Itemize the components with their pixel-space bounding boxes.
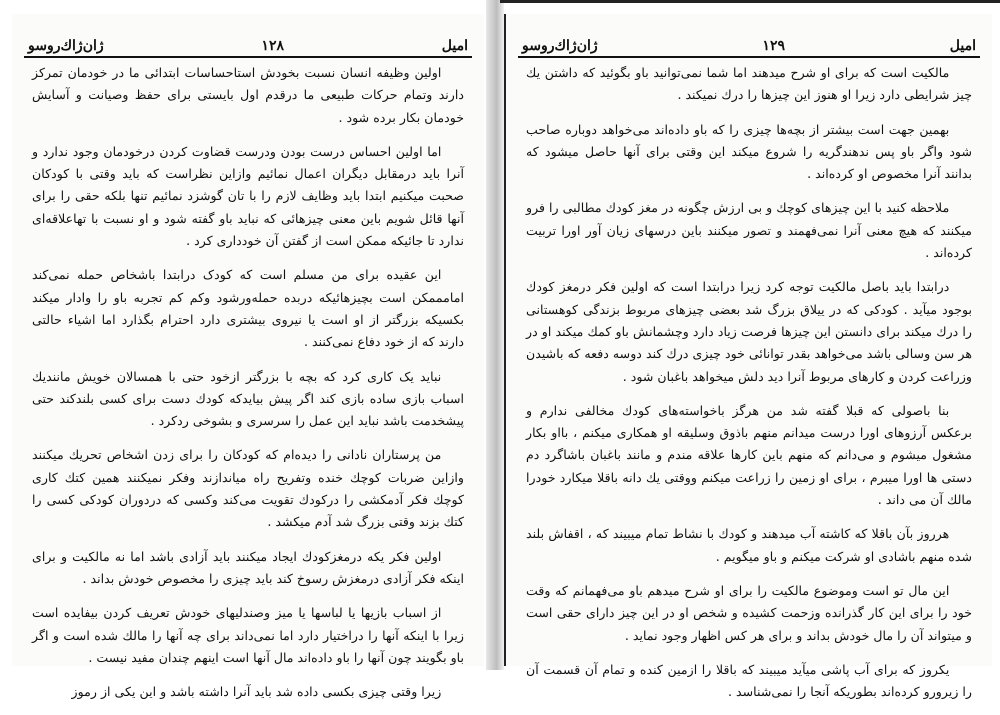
left-page-header <box>28 32 468 54</box>
paragraph: مالکیت است که برای او شرح میدهند اما شما نمی‌توانید باو بگوئید که داشتن یك چیز شرایطی دارد زیرا او هنوز این چیزها را درك نمیکند . <box>526 65 972 103</box>
paragraph: بنا باصولی که قبلا گفته شد من هرگز باخواسته‌های کودك مخالفی ندارم و برعکس آرزوهای اورا درست میدانم منهم باذوق وسلیقه او همکاری میکنم ، بااو بکار مشغول میشوم و می‌دانم که منهم باین کارها علاقه مندم و مانند باغبان باشاگرد دم دستی ها اورا میبرم ، برای او زمین را زراعت میکنم ووقتی یك دانه باقلا میکارد خودرا مالك آن می داند . <box>526 402 972 508</box>
paragraph: بهمین جهت است بیشتر از بچه‌ها چیزی را که باو داده‌اند می‌خواهد دوباره صاحب شود واگر باو پس ندهندگریه را شروع میکند این وقتی برای آنها حاصل میشود که بدانند آنرا مخصوص او کرده‌اند . <box>526 121 972 182</box>
paragraph: زیرا وقتی چیزی بکسی داده شد باید آنرا داشته باشد و این یکی از رموز <box>71 684 442 700</box>
paragraph: نباید یک کاری کرد که بچه با بزرگتر ازخود حتی با همسالان خویش مانندیك اسباب بازی ساده بازی کند اگر پیش بیایدکه کودك دست برای کسی بلندکند حتی پیشخدمت باشد نباید این عمل را سرسری و بشوخی ردکرد . <box>32 368 464 429</box>
left-page-body <box>32 62 464 715</box>
paragraph: من پرستاران نادانی را دیده‌ام که کودکان را برای زدن اشخاص تحریك میکنند وازاین ضربات کوچك خنده وتفریح راه میاندازند وفکر نمیکنند همین کتك کاری کوچك فکر آدمکشی را درکودك تقویت می‌کند وکسی که دردوران کودکی کسی را کتك بزند وقتی بزرگ شد آدم میکشد . <box>32 447 464 530</box>
paragraph: این مال تو است وموضوع مالکیت را برای او شرح میدهم باو می‌فهمانم که وقت خود را برای این کار گذرانده وزحمت کشیده و شخص او در این چیز دارای حقی است و میتواند آن را مال خودش بداند و برای هر کس اظهار وجود نماید . <box>526 582 972 643</box>
left-page <box>12 14 484 700</box>
running-head-author: ژان‌ژاك‌روسو <box>28 38 104 54</box>
paragraph: از اسباب بازیها یا لباسها یا میز وصندلیهای خودش تعریف کردن بیفایده است زیرا با اینکه آنها را دراختیار دارد اما نمی‌داند برای چه آنها را مالك شده است و اگر باو بگویند چون آنها را باو داده‌اند مال آنها است اینهم چندان مفید نیست . <box>32 605 464 665</box>
paragraph: این عقیده برای من مسلم است که کودک درابتدا باشخاص حمله نمی‌کند امامممکن است بچیزهائیکه دربده حمله‌ورشود وکم کم تجربه باو را وادار میکند بکسیکه بزرگتر از او است یا نیروی بیشتری دارد احترام بگذارد اما اشیاء حالتی دارند که از خود دفاع نمی‌کنند . <box>32 267 464 350</box>
paragraph: هرروز بآن باقلا که کاشته آب میدهند و کودك با نشاط تمام میبیند که ، اقفاش بلند شده منهم باشادی او شرکت میکنم و باو میگویم . <box>526 526 972 564</box>
paragraph: اولین فکر یکه درمغزکودك ایجاد میکنند باید آزادی باشد اما نه مالکیت و برای اینکه فکر آزادی درمغزش رسوخ کند باید چیزی را مخصوص خودش بداند . <box>32 548 464 586</box>
header-rule <box>518 56 980 58</box>
paragraph: یکروز که برای آب پاشی میآید میبیند که باقلا را ازمین کنده و تمام آن قسمت آن را زیرورو کرده‌اند بطوریکه آنجا را نمی‌شناسد . <box>526 661 972 700</box>
paragraph: اولین وظیفه انسان نسبت بخودش استاحساسات ابتدائی ما در خودمان تمرکز دارند وتمام حرکات طبیعی ما درقدم اول بایستی برای حفظ وصیانت و آسایش خودمان بکار برده شود . <box>32 65 464 125</box>
right-page <box>504 14 992 700</box>
running-head-book-title: امیل <box>949 38 976 54</box>
page-number: ۱۲۸ <box>261 38 284 54</box>
page-top-edge <box>500 0 1000 13</box>
paragraph: درابتدا باید باصل مالکیت توجه کرد زیرا درابتدا است که اولین فکر درمغز کودك بوجود میآید . کودکی که در ییلاق بزرگ شد بعضی چیزهای مربوط بزندگی کوهستانی را درك میکند برای دانستن این چیزها فرصت زیاد دارد وچشمانش باو کمك میکند او در هر سن وسالی باشد می‌خواهد بقدر توانائی خود چیزی درك کند دوسه دفعه که باشیدن وزراعت کردن و کارهای مربوط آنرا دید دلش میخواهد باغبان شود . <box>526 279 972 384</box>
running-head-book-title: امیل <box>441 38 468 54</box>
right-page-body <box>526 62 972 715</box>
book-gutter <box>486 0 504 670</box>
paragraph: ملاحظه کنید با این چیزهای کوچك و بی ارزش چگونه در مغز کودك مطالبی را فرو میکنند که هیچ معنی آنرا نمی‌فهمند و تصور میکنند باین درسهای زیان آور اورا تربیت کرده‌اند . <box>525 200 972 261</box>
running-head-author: ژان‌ژاك‌روسو <box>522 38 598 54</box>
right-page-header <box>522 32 976 54</box>
page-number: ۱۲۹ <box>762 38 785 54</box>
header-rule <box>24 56 472 58</box>
paragraph: اما اولین احساس درست بودن ودرست قضاوت کردن درخودمان وجود ندارد و آنرا باید درمقابل دیگران اعمال نمائیم وازاین نظراست که باید وقتی با کودکان صحبت میکنیم ابتدا باید وظایف لازم را با تان گوشزد نمائیم تنها بلکه حقی را برای آنها قائل شویم باین معنی چیزهائی که نباید باو گفته شود و او نسبت با تهاعلاقه‌ای ندارد تا جائیکه ممکن است از گفتن آن خودداری کرد . <box>32 143 464 249</box>
